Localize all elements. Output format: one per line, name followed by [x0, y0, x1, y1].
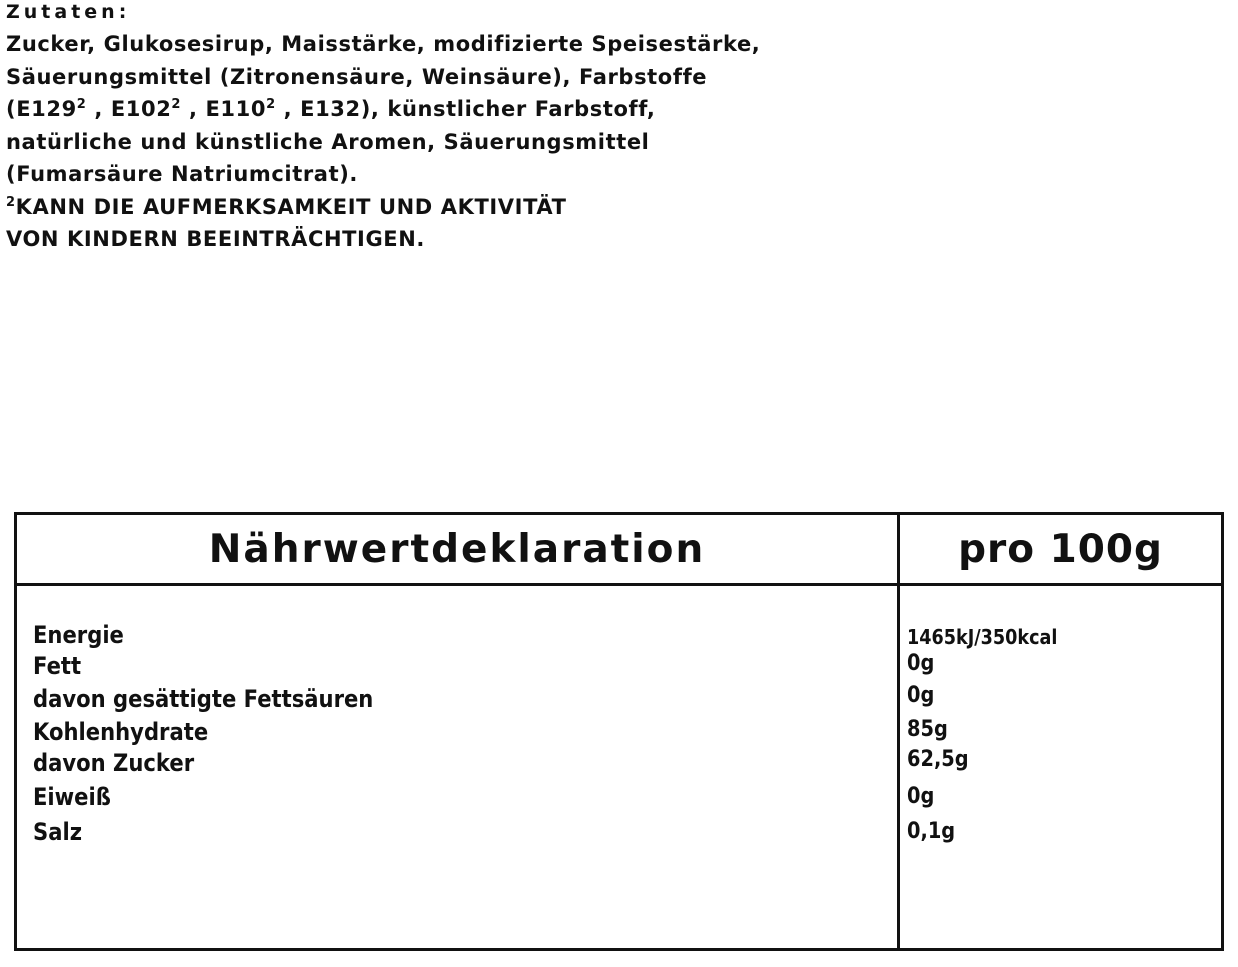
ingredients-heading: Zutaten: [6, 1, 131, 23]
ingredients-line-3 [6, 93, 906, 126]
nutrient-label-kohlenhydrate: Kohlenhydrate [33, 718, 209, 746]
nutrient-label-eiweiss: Eiweiß [33, 783, 111, 811]
e102-text: , E102 [86, 97, 172, 121]
ingredients-section [6, 0, 906, 256]
ingredients-line-1: Zucker, Glukosesirup, Maisstärke, modifizierte Speisestärke, [6, 32, 761, 56]
e110-text: , E110 [181, 97, 267, 121]
footnote-mark: 2 [76, 97, 87, 112]
nutrient-value-fett: 0g [907, 651, 935, 676]
nutrient-label-salz: Salz [33, 818, 83, 846]
nutrition-header-label: Nährwertdeklaration [208, 526, 706, 572]
nutrient-value-kohlenhydrate: 85g [907, 717, 948, 742]
nutrient-value-saturated-fat: 0g [907, 683, 935, 708]
nutrient-label-energie: Energie [33, 621, 124, 649]
e129-text: (E129 [6, 97, 77, 121]
ingredients-line-2: Säuerungsmittel (Zitronensäure, Weinsäure), Farbstoffe [6, 64, 708, 89]
nutrient-value-energie: 1465kJ/350kcal [907, 625, 1058, 649]
nutrient-value-zucker: 62,5g [907, 747, 969, 772]
nutrition-table [14, 512, 1224, 951]
ingredients-text [6, 28, 906, 256]
warning-line-2: VON KINDERN BEEINTRÄCHTIGEN. [6, 227, 426, 251]
e132-text: , E132), künstlicher Farbstoff, [275, 97, 656, 121]
nutrient-value-eiweiss: 0g [907, 784, 935, 809]
nutrient-label-zucker: davon Zucker [33, 749, 195, 777]
nutrient-label-fett: Fett [33, 652, 82, 680]
ingredients-line-4: natürliche und künstliche Aromen, Säuerungsmittel [6, 129, 650, 154]
warning-line-1 [6, 191, 906, 224]
warning-text-1: KANN DIE AUFMERKSAMKEIT UND AKTIVITÄT [15, 194, 567, 219]
footnote-mark: 2 [266, 97, 276, 112]
footnote-mark: 2 [171, 97, 182, 112]
nutrient-value-salz: 0,1g [907, 819, 956, 844]
ingredients-line-5: (Fumarsäure Natriumcitrat). [6, 162, 358, 186]
header-divider [17, 583, 1221, 586]
nutrition-header-value: pro 100g [958, 526, 1163, 572]
nutrient-label-saturated-fat: davon gesättigte Fettsäuren [33, 685, 374, 713]
footnote-mark: 2 [6, 194, 16, 210]
